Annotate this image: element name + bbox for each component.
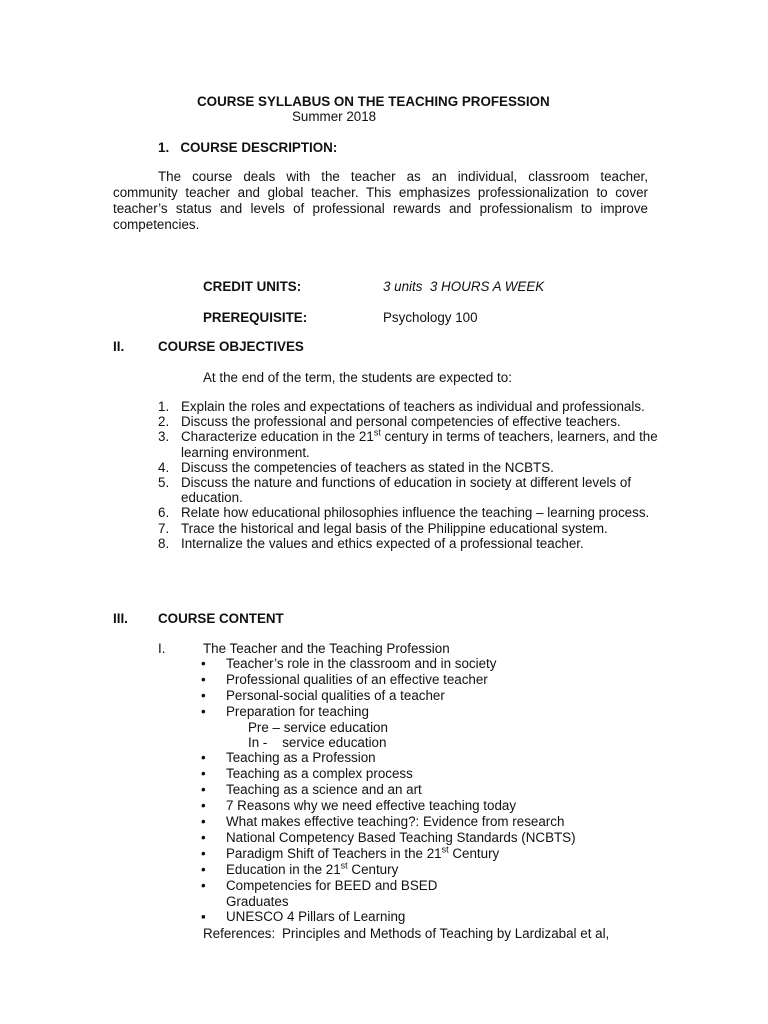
bullet-icon: •: [201, 814, 206, 829]
item-text-part: Century: [347, 862, 399, 877]
bullet-icon: •: [201, 750, 206, 765]
list-item: [201, 862, 681, 878]
bullet-icon: •: [201, 688, 206, 703]
item-text: [181, 429, 688, 459]
description-line: community teacher and global teacher. This emphasizes professionalization to cover: [113, 185, 648, 200]
prerequisite-value: Psychology 100: [383, 310, 478, 325]
objectives-list: [158, 399, 688, 551]
section-3-heading: COURSE CONTENT: [158, 611, 284, 626]
item-text: Internalize the values and ethics expected of a professional teacher.: [181, 535, 584, 551]
item-text: Preparation for teaching: [226, 704, 369, 719]
description-line: teacher’s status and levels of professional rewards and professionalism to improve: [113, 201, 648, 216]
item-text: 7 Reasons why we need effective teaching today: [226, 798, 517, 813]
item-text: Professional qualities of an effective teacher: [226, 672, 488, 687]
list-item: [201, 798, 681, 814]
sub-item-text: Graduates: [226, 894, 289, 909]
bullet-icon: •: [201, 782, 206, 797]
item-text: Personal-social qualities of a teacher: [226, 688, 445, 703]
list-item: [158, 521, 688, 536]
list-item: [158, 460, 688, 475]
objectives-intro: At the end of the term, the students are expected to:: [203, 370, 512, 385]
item-text: Teacher’s role in the classroom and in society: [226, 656, 497, 671]
list-item: [158, 429, 688, 459]
bullet-icon: •: [201, 846, 206, 861]
item-text: Teaching as a complex process: [226, 766, 413, 781]
references-label: References:: [203, 926, 276, 941]
item-number: 7.: [158, 520, 170, 536]
item-text: Discuss the competencies of teachers as stated in the NCBTS.: [181, 459, 554, 475]
document-subtitle: Summer 2018: [292, 109, 377, 124]
list-item: [201, 878, 681, 894]
document-title: COURSE SYLLABUS ON THE TEACHING PROFESSION: [197, 94, 550, 109]
list-item: [158, 414, 688, 429]
unit-number: I.: [158, 641, 166, 656]
course-description-paragraph: [113, 169, 648, 233]
item-number: 6.: [158, 505, 170, 521]
bullet-icon: •: [201, 656, 206, 671]
item-number: 3.: [158, 429, 170, 445]
item-text: National Competency Based Teaching Standards (NCBTS): [226, 830, 576, 845]
unit-title: The Teacher and the Teaching Profession: [203, 641, 450, 656]
list-item: [201, 672, 681, 688]
section-2-heading: COURSE OBJECTIVES: [158, 339, 304, 354]
bullet-icon: •: [201, 862, 206, 877]
list-item: [201, 704, 681, 720]
item-text: Discuss the nature and functions of education in society at different levels of education.: [181, 475, 632, 506]
item-text-part: Century: [448, 846, 500, 861]
square-bullet-icon: ▪: [201, 909, 206, 924]
bullet-icon: •: [201, 878, 206, 893]
item-text-part: Characterize education in the 21: [181, 429, 374, 445]
item-text-part: century in terms of teachers, learners, and the learning environment.: [181, 429, 658, 460]
section-3-number: III.: [113, 611, 128, 626]
item-text-part: Paradigm Shift of Teachers in the 21: [226, 846, 442, 861]
list-item: [201, 766, 681, 782]
item-number: 8.: [158, 535, 170, 551]
credit-units-value: 3 units 3 HOURS A WEEK: [383, 279, 545, 294]
section-2-number: II.: [113, 339, 125, 354]
item-text: Teaching as a Profession: [226, 750, 376, 765]
list-item: [201, 909, 681, 925]
item-text: Competencies for BEED and BSED: [226, 878, 438, 893]
item-text: Explain the roles and expectations of teachers as individual and professionals.: [181, 399, 645, 414]
list-item: [158, 399, 688, 414]
list-item: [201, 782, 681, 798]
superscript: st: [441, 844, 449, 855]
bullet-icon: •: [201, 766, 206, 781]
item-number: 5.: [158, 475, 170, 491]
list-item: [201, 846, 681, 862]
item-text: [226, 862, 681, 878]
list-item: [158, 505, 688, 520]
item-text: Relate how educational philosophies influence the teaching – learning process.: [181, 505, 650, 521]
list-item: [201, 656, 681, 672]
list-item: [201, 814, 681, 830]
item-text: Trace the historical and legal basis of the Philippine educational system.: [181, 520, 608, 536]
prerequisite-label: PREREQUISITE:: [203, 310, 308, 325]
item-number: 2.: [158, 414, 170, 430]
list-item: [201, 688, 681, 704]
list-item: [158, 536, 688, 551]
item-text: [226, 846, 681, 862]
item-text-part: Education in the 21: [226, 862, 341, 877]
item-text: UNESCO 4 Pillars of Learning: [226, 909, 406, 924]
item-number: 4.: [158, 459, 170, 475]
bullet-icon: •: [201, 672, 206, 687]
content-bullet-list: [201, 656, 681, 925]
list-item: [201, 894, 681, 909]
bullet-icon: •: [201, 704, 206, 719]
superscript: st: [340, 860, 348, 871]
description-line: The course deals with the teacher as an individual, classroom teacher,: [158, 169, 648, 184]
description-line: competencies.: [113, 217, 200, 232]
list-item: [201, 750, 681, 766]
bullet-icon: •: [201, 830, 206, 845]
list-item: [158, 475, 688, 505]
sub-item-text: Pre – service education: [248, 720, 388, 735]
section-1-heading: 1. COURSE DESCRIPTION:: [158, 140, 338, 155]
sub-item-text: In - service education: [248, 735, 387, 750]
superscript: st: [373, 427, 381, 438]
references-text: Principles and Methods of Teaching by Lardizabal et al,: [282, 926, 610, 941]
credit-units-label: CREDIT UNITS:: [203, 279, 302, 294]
item-text: What makes effective teaching?: Evidence from research: [226, 814, 565, 829]
item-text: Teaching as a science and an art: [226, 782, 422, 797]
list-item: [201, 735, 681, 750]
bullet-icon: •: [201, 798, 206, 813]
list-item: [201, 720, 681, 735]
item-text: Discuss the professional and personal competencies of effective teachers.: [181, 414, 621, 430]
item-number: 1.: [158, 399, 170, 414]
